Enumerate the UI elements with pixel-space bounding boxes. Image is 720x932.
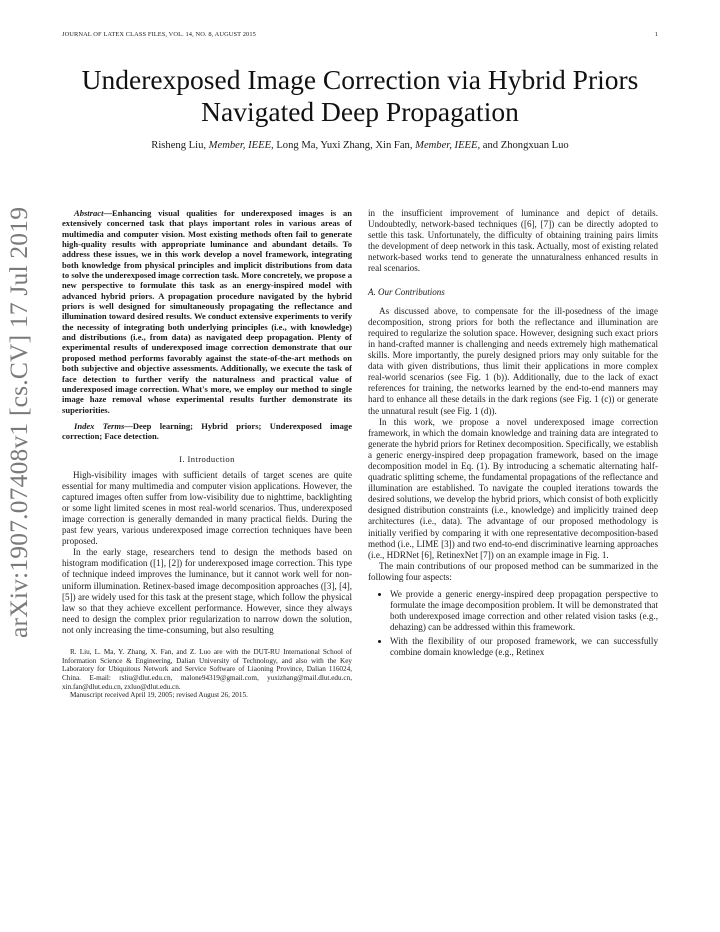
abstract-text: —Enhancing visual qualities for underexposed images is an extensively concerned task that plays important roles in various areas of multimedia and computer vision. Most existing methods often fail to generate high-quality results with appropriate luminance and abundant details. To address these issues, we in this work develop a novel framework, integrating both knowledge from physical principles and implicit distributions from data to solve the underexposed image correction task. More concretely, we propose a new perspective to formulate this task as an energy-inspired model with advanced hybrid priors. A propagation procedure navigated by the hybrid priors is well designed for simultaneously propagating the reflectance and illumination toward desired results. We conduct extensive experiments to verify the necessity of integrating both underlying principles (i.e., with knowledge) and distributions (i.e., from data) as navigated deep propagation. Plenty of experimental results of underexposed image correction demonstrate that our proposed method performs favorably against the state-of-the-art methods on both subjective and objective assessments. Additionally, we execute the task of face detection to further verify the naturalness and practical value of underexposed image correction. What's more, we employ our method to single image haze removal whose experimental results further demonstrate its superiorities.: [62, 208, 352, 415]
arxiv-stamp: arXiv:1907.07408v1 [cs.CV] 17 Jul 2019: [4, 206, 33, 638]
contrib-paragraph-1: As discussed above, to compensate for the ill-posedness of the image decomposition, strong priors for both the reflectance and illumination are required to regularize the solution space. However, designing such exact priors in hand-crafted manner is challenging and needs extremely high mathematical skills. More importantly, the purely designed priors may only suitable for the data with given distributions, thus limit their applications in more complex real-world scenarios (see Fig. 1 (b)). Additionally, due to the lack of exact references for training, the networks learned by the end-to-end manners may hard to enhance all these details in the dark regions (see Fig. 1 (c)) or generate the unnatural result (see Fig. 1 (d)).: [368, 305, 658, 416]
intro-continuation: in the insufficient improvement of luminance and depict of details. Undoubtedly, network-based techniques ([6], [7]) can be directly adopted to settle this task. Unfortunately, the difficulty of obtaining training pairs limits the development of deep network in this task. Actually, most of existing related network-based works tend to generate the unnaturalness enhanced results in real scenarios.: [368, 208, 658, 274]
list-item: • With the flexibility of our proposed framework, we can successfully combine domain knowledge (e.g., Retinex: [390, 636, 658, 658]
intro-paragraph-2: In the early stage, researchers tend to design the methods based on histogram modification ([1], [2]) for underexposed image correction. This type of technique indeed improves the luminance, but it cannot work well for non-uniform illumination. Retinex-based image decomposition approaches ([3], [4], [5]) are widely used for this task at the present stage, which follow the physical law so that they achieve excellent performance. However, since they always need to design the complex prior regularization to narrow down the solution, not only increasing the time-consuming, but also resulting: [62, 547, 352, 635]
running-header: [62, 31, 658, 43]
list-item: • We provide a generic energy-inspired deep propagation perspective to formulate the image decomposition problem. It will be demonstrated that both underexposed image correction and other related vision tasks (e.g., dehazing) can be addressed within this framework.: [390, 589, 658, 633]
page-number: 1: [654, 31, 658, 38]
author-1-role: Member, IEEE,: [208, 140, 274, 151]
right-body: [368, 208, 658, 659]
abstract-label: Abstract: [74, 208, 104, 218]
author-2: Long Ma, Yuxi Zhang, Xin Fan,: [273, 140, 416, 151]
journal-header: JOURNAL OF LATEX CLASS FILES, VOL. 14, NO. 8, AUGUST 2015: [62, 31, 256, 38]
introduction-body: [62, 470, 352, 636]
right-column: [368, 208, 658, 662]
subsection-heading-contributions: A. Our Contributions: [368, 286, 445, 297]
left-column: [62, 208, 352, 700]
contributions-list: [368, 589, 658, 659]
index-terms-label: Index Terms: [74, 420, 125, 431]
author-2-role: Member, IEEE,: [415, 140, 481, 151]
contrib-paragraph-3: The main contributions of our proposed method can be summarized in the following four aspects:: [368, 560, 658, 582]
index-terms-text: —Deep learning; Hybrid priors; Underexposed image correction; Face detection.: [62, 420, 352, 442]
footnote: [62, 648, 352, 700]
footnote-affiliation: R. Liu, L. Ma, Y. Zhang, X. Fan, and Z. Luo are with the DUT-RU International School of Information Science & Engineering, Dalian University of Technology, and also with the Key Laboratory for Ubiquitous Network and Service Software of Liaoning Province, Dalian 116024, China. E-mail: rsliu@dlut.edu.cn, malone94319@gmail.com, yuxizhang@mail.dlut.edu.cn, xin.fan@dlut.edu.cn, zxluo@dlut.edu.cn.: [62, 647, 352, 691]
abstract: [62, 208, 352, 442]
author-1: Risheng Liu,: [151, 140, 209, 151]
section-heading-introduction: I. Introduction: [179, 453, 235, 464]
title-line-2: Navigated Deep Propagation: [201, 96, 519, 127]
title-line-1: Underexposed Image Correction via Hybrid Priors: [81, 64, 639, 95]
author-3: and Zhongxuan Luo: [480, 140, 569, 151]
author-list: [60, 140, 660, 151]
intro-paragraph-1: High-visibility images with sufficient details of target scenes are quite essential for many multimedia and computer vision applications. However, the captured images often suffer from low-visibility due to nighttime, backlighting or some light limited scenes in most real-world scenarios. Thus, underexposed image correction is generally demanded in many practical fields. During the past few years, various underexposed image correction techniques have been proposed.: [62, 469, 352, 547]
paper-title: [60, 64, 660, 128]
contrib-paragraph-2: In this work, we propose a novel underexposed image correction framework, in which the domain knowledge and training data are integrated to generate the hybrid priors for Retinex decomposition. Specifically, we establish a generic energy-inspired deep propagation framework, based on the image decomposition model in Eq. (1). By introducing a schematic alternating half-quadratic splitting scheme, the fundamental propagations of the reflectance and illumination are established. To navigate the coupled iterations towards the desired solutions, we develop the hybrid priors, which consist of both explicitly designed distribution constraints (i.e., knowledge) and implicitly trained deep architectures (i.e., data). The advantage of our proposed methodology is initially verified by comparing it with one representative decomposition-based method (i.e., LIME [3]) and two end-to-end discriminative learning approaches (i.e., HDRNet [6], RetinexNet [7]) on an example image in Fig. 1.: [368, 416, 658, 560]
footnote-manuscript: Manuscript received April 19, 2005; revised August 26, 2015.: [70, 691, 248, 700]
